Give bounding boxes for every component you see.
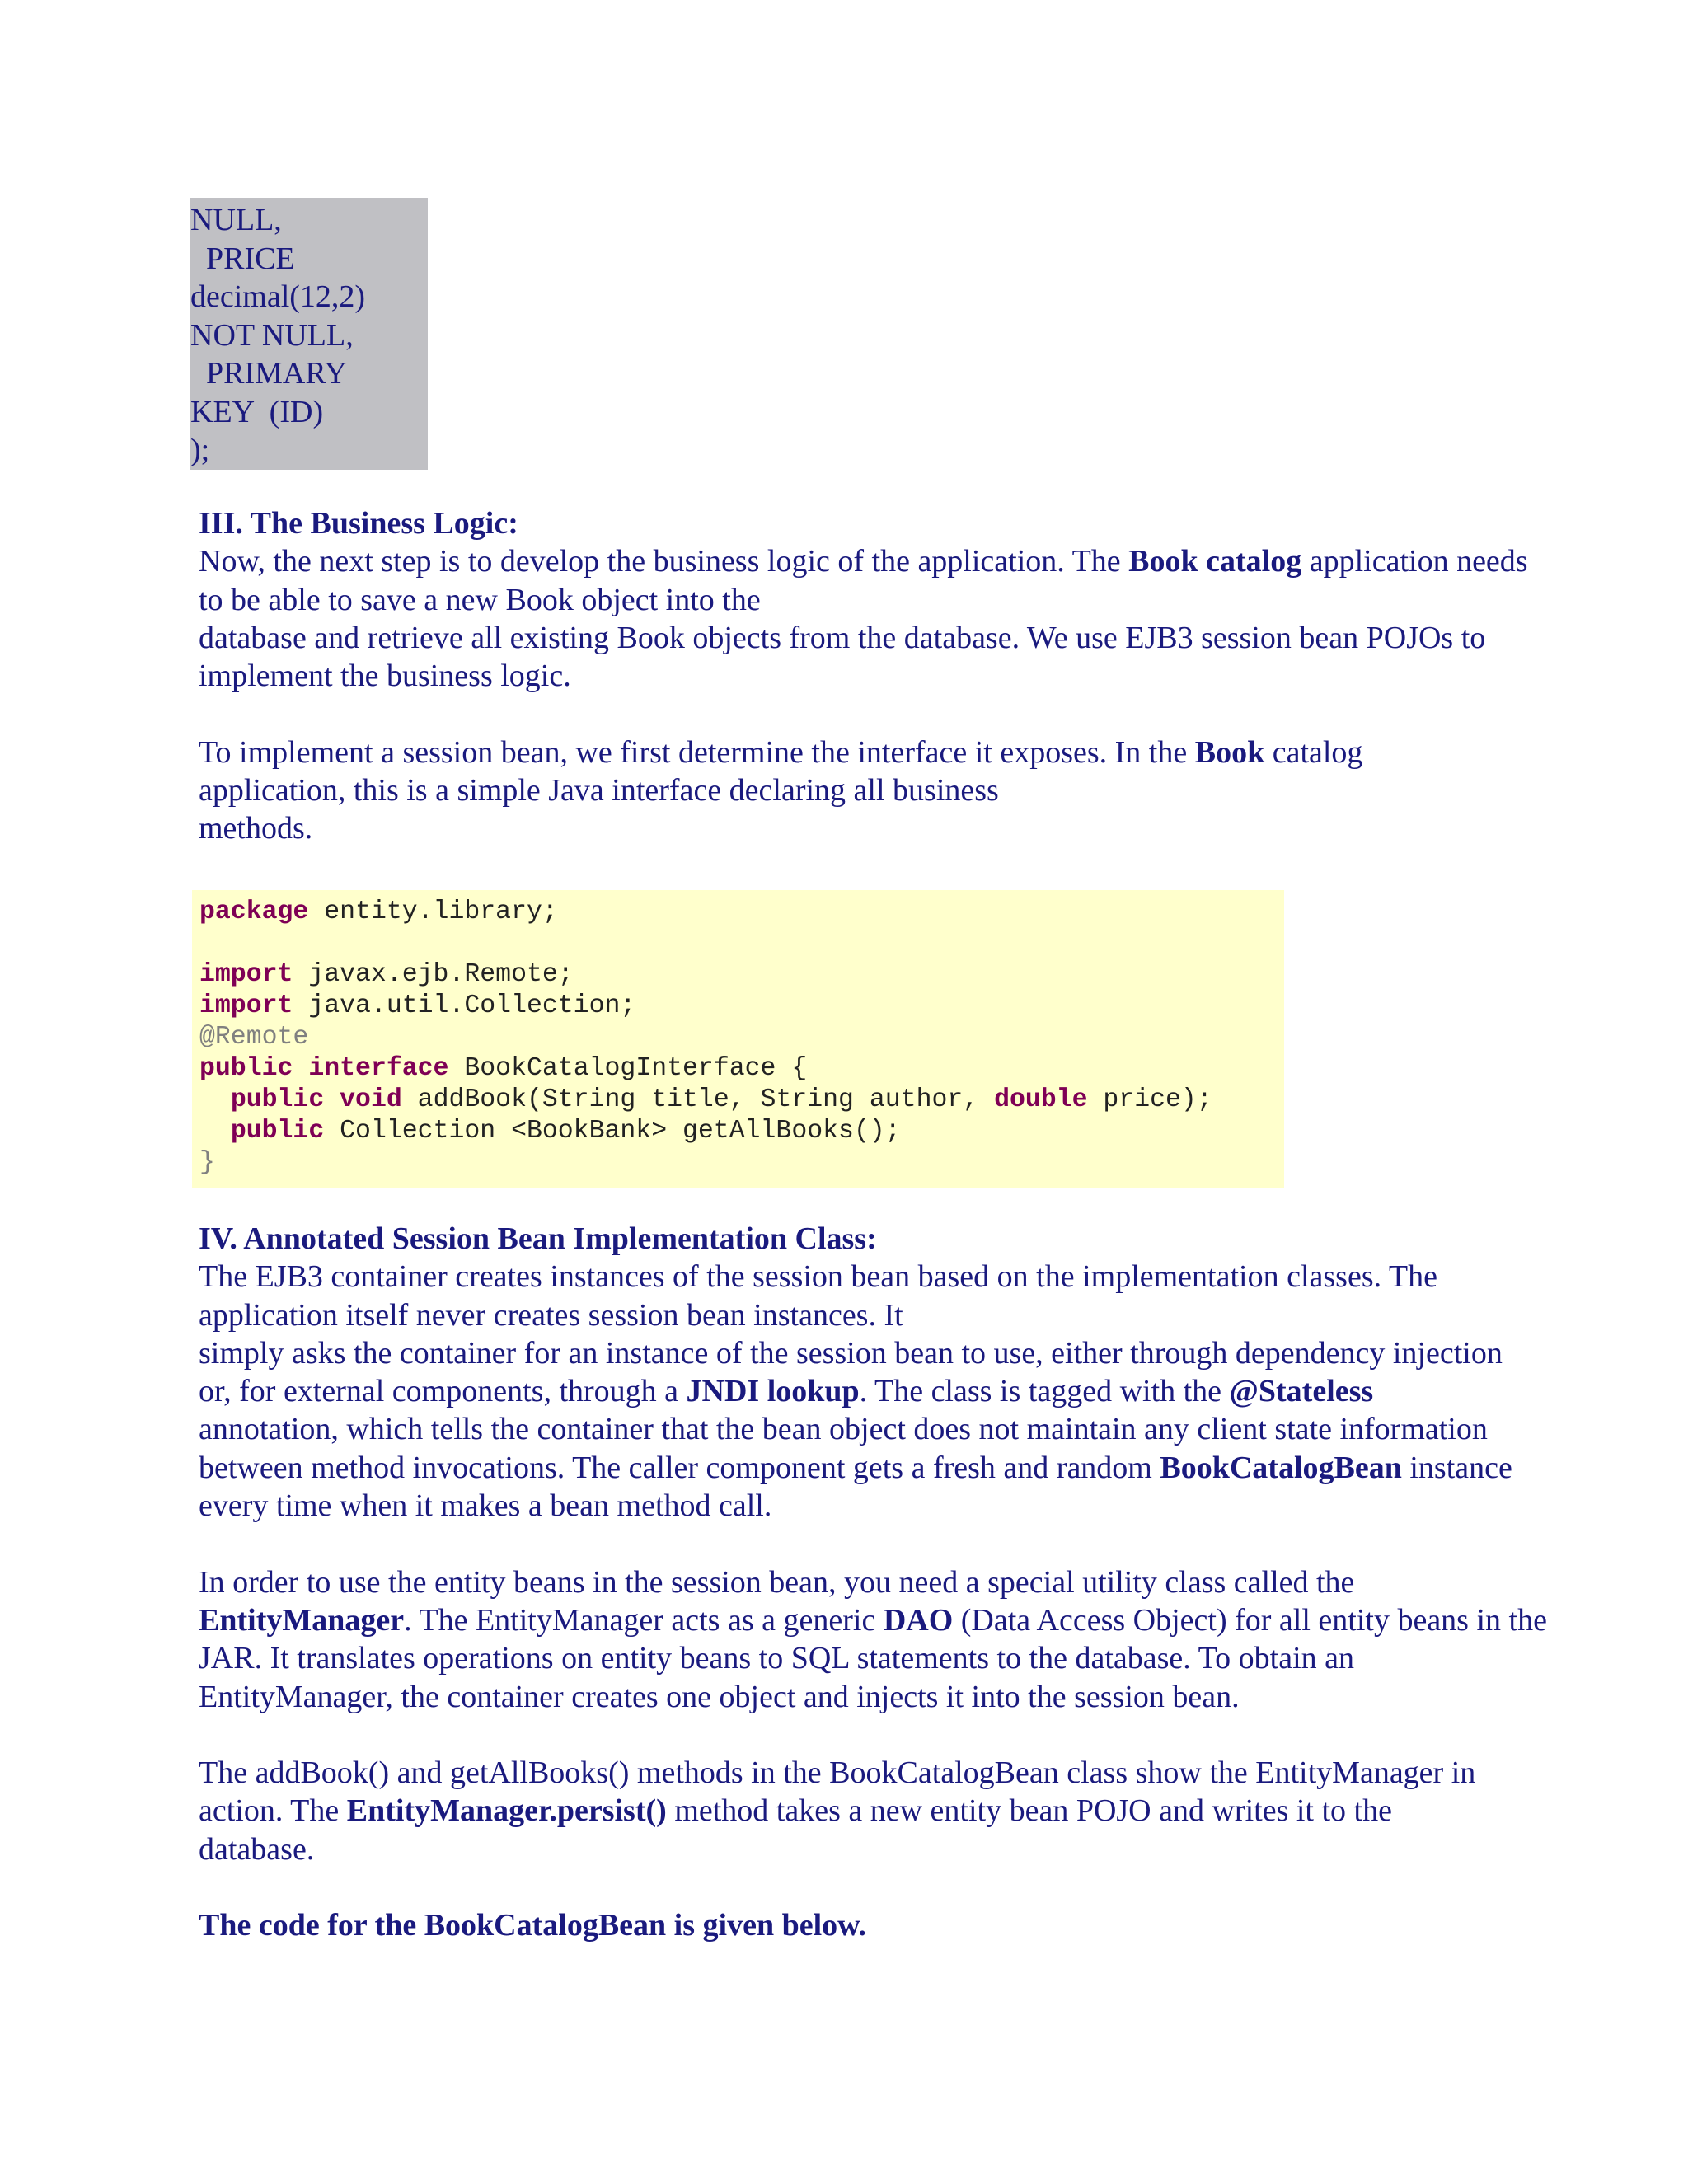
- code-line: @Remote: [199, 1023, 309, 1052]
- code-line: import javax.ejb.Remote;: [199, 960, 574, 989]
- paragraph: In order to use the entity beans in the session bean, you need a special utility class called the EntityManager. The EntityManager acts as a generic DAO (Data Access Object) for all entity beans in the JAR. It translates operations on entity beans to SQL statements to the database. To obtain an EntityManager, the container creates one object and injects it into the session bean.: [199, 1564, 1547, 1714]
- section-heading: III. The Business Logic:: [199, 506, 518, 541]
- sql-line: KEY (ID): [190, 394, 324, 429]
- section-session-bean: [199, 1220, 1550, 1945]
- code-line: public interface BookCatalogInterface {: [199, 1054, 808, 1083]
- sql-line: PRIMARY: [190, 356, 348, 391]
- code-line: public void addBook(String title, String author, double price);: [230, 1085, 1212, 1114]
- sql-line: decimal(12,2): [190, 279, 366, 314]
- code-line: package entity.library;: [199, 898, 558, 926]
- paragraph: To implement a session bean, we first determine the interface it exposes. In the Book catalog application, this is a simple Java interface declaring all business methods.: [199, 734, 1363, 846]
- section-heading: IV. Annotated Session Bean Implementation Class:: [199, 1221, 877, 1256]
- paragraph: The addBook() and getAllBooks() methods in the BookCatalogBean class show the EntityManager in action. The EntityManager.persist() method takes a new entity bean POJO and writes it to the database.: [199, 1755, 1476, 1867]
- code-line: import java.util.Collection;: [199, 991, 636, 1020]
- sql-line: NULL,: [190, 203, 282, 237]
- sql-line: NOT NULL,: [190, 317, 354, 353]
- code-line: public Collection <BookBank> getAllBooks();: [230, 1117, 901, 1146]
- sql-line: );: [190, 433, 210, 467]
- paragraph: The EJB3 container creates instances of the session bean based on the implementation classes. The application itself never creates session bean instances. It simply asks the container for an instance of the session bean to use, either through dependency injection or, for external components, through a JNDI lookup. The class is tagged with the @Stateless annotation, which tells the container that the bean object does not maintain any client state information between method invocations. The caller component gets a fresh and random BookCatalogBean instance every time when it makes a bean method call.: [199, 1259, 1512, 1524]
- sql-line: PRICE: [190, 241, 295, 276]
- section-business-logic: [199, 504, 1550, 848]
- closing-line: The code for the BookCatalogBean is given below.: [199, 1908, 866, 1943]
- code-line: }: [199, 1148, 215, 1177]
- paragraph: Now, the next step is to develop the business logic of the application. The Book catalog application needs to be able to save a new Book object into the database and retrieve all existing Book objects from the database. We use EJB3 session bean POJOs to implement the business logic.: [199, 544, 1528, 694]
- sql-code-fragment: [190, 198, 428, 470]
- java-code-block: [192, 890, 1284, 1188]
